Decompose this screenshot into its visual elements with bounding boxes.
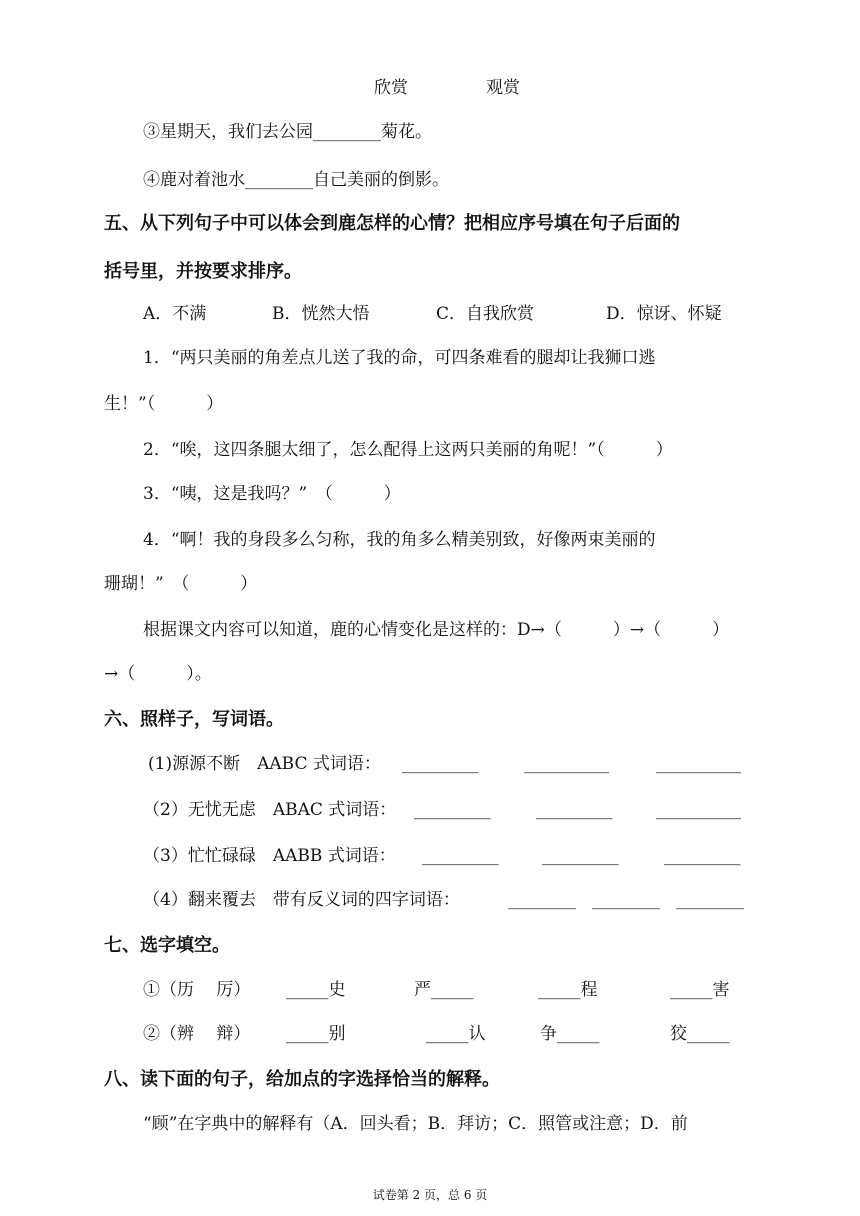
word-row-2-blank-1[interactable]: _________ xyxy=(414,800,491,820)
word-row-3-blank-2[interactable]: _________ xyxy=(542,846,619,866)
word-row-1-blank-3[interactable]: __________ xyxy=(656,754,741,774)
word-row-1-blank-2[interactable]: __________ xyxy=(524,754,609,774)
word-option-1: 欣赏 xyxy=(374,78,408,98)
char-row-2-blank-2[interactable]: _____认 xyxy=(426,1024,486,1044)
word-option-2: 观赏 xyxy=(486,78,520,98)
sentence-4-line2: 珊瑚！” （ ） xyxy=(104,574,258,594)
fill-item-4: ④鹿对着池水________自己美丽的倒影。 xyxy=(143,170,449,190)
order-line2: →（ ）。 xyxy=(104,664,212,684)
char-row-2-blank-4[interactable]: 狡_____ xyxy=(670,1024,730,1044)
sentence-1-line1: 1．“两只美丽的角差点儿送了我的命，可四条难看的腿却让我狮口逃 xyxy=(143,348,656,368)
word-row-2-label: （2）无忧无虑 ABAC 式词语： xyxy=(143,800,397,820)
word-row-4-label: （4）翻来覆去 带有反义词的四字词语： xyxy=(143,890,460,910)
section5-title-line1: 五、从下列句子中可以体会到鹿怎样的心情？把相应序号填在句子后面的 xyxy=(104,213,680,234)
word-row-3-blank-1[interactable]: _________ xyxy=(422,846,499,866)
section7-title: 七、选字填空。 xyxy=(104,935,230,956)
word-row-1-blank-1[interactable]: _________ xyxy=(402,754,479,774)
char-row-2-label: ②（辨 辩） xyxy=(143,1024,251,1044)
word-row-3-blank-3[interactable]: _________ xyxy=(664,846,741,866)
char-row-1-blank-1[interactable]: _____史 xyxy=(286,980,346,1000)
word-row-4-blank-2[interactable]: ________ xyxy=(592,890,660,910)
section5-title-line2: 括号里，并按要求排序。 xyxy=(104,261,302,282)
section8-title: 八、读下面的句子，给加点的字选择恰当的解释。 xyxy=(104,1069,500,1090)
option-a: A．不满 xyxy=(143,304,207,324)
char-row-1-blank-3[interactable]: _____程 xyxy=(538,980,598,1000)
sentence-4-line1: 4．“啊！我的身段多么匀称，我的角多么精美别致，好像两束美丽的 xyxy=(143,530,656,550)
char-row-1-blank-4[interactable]: _____害 xyxy=(670,980,730,1000)
section8-line1: “顾”在字典中的解释有（A．回头看；B．拜访；C．照管或注意；D．前 xyxy=(143,1114,688,1134)
order-line1: 根据课文内容可以知道，鹿的心情变化是这样的：D→（ ）→（ ） xyxy=(143,620,730,640)
sentence-2: 2．“唉，这四条腿太细了，怎么配得上这两只美丽的角呢！”（ ） xyxy=(143,440,673,460)
option-b: B．恍然大悟 xyxy=(272,304,370,324)
char-row-2-blank-1[interactable]: _____别 xyxy=(286,1024,346,1044)
word-row-2-blank-3[interactable]: __________ xyxy=(656,800,741,820)
word-row-2-blank-2[interactable]: _________ xyxy=(536,800,613,820)
word-row-4-blank-3[interactable]: ________ xyxy=(676,890,744,910)
option-c: C．自我欣赏 xyxy=(436,304,535,324)
word-row-3-label: （3）忙忙碌碌 AABB 式词语： xyxy=(143,846,396,866)
fill-item-3: ③星期天，我们去公园________菊花。 xyxy=(143,122,432,142)
section6-title: 六、照样子，写词语。 xyxy=(104,709,284,730)
option-d: D．惊讶、怀疑 xyxy=(606,304,722,324)
sentence-1-line2: 生！”（ ） xyxy=(104,394,224,414)
char-row-2-blank-3[interactable]: 争_____ xyxy=(540,1024,600,1044)
page-footer: 试卷第 2 页，总 6 页 xyxy=(372,1188,488,1202)
word-row-4-blank-1[interactable]: ________ xyxy=(508,890,576,910)
word-row-1-label: (1)源源不断 AABC 式词语： xyxy=(148,754,381,774)
sentence-3: 3．“咦，这是我吗？” （ ） xyxy=(143,484,401,504)
char-row-1-blank-2[interactable]: 严_____ xyxy=(414,980,474,1000)
char-row-1-label: ①（历 厉） xyxy=(143,980,251,1000)
